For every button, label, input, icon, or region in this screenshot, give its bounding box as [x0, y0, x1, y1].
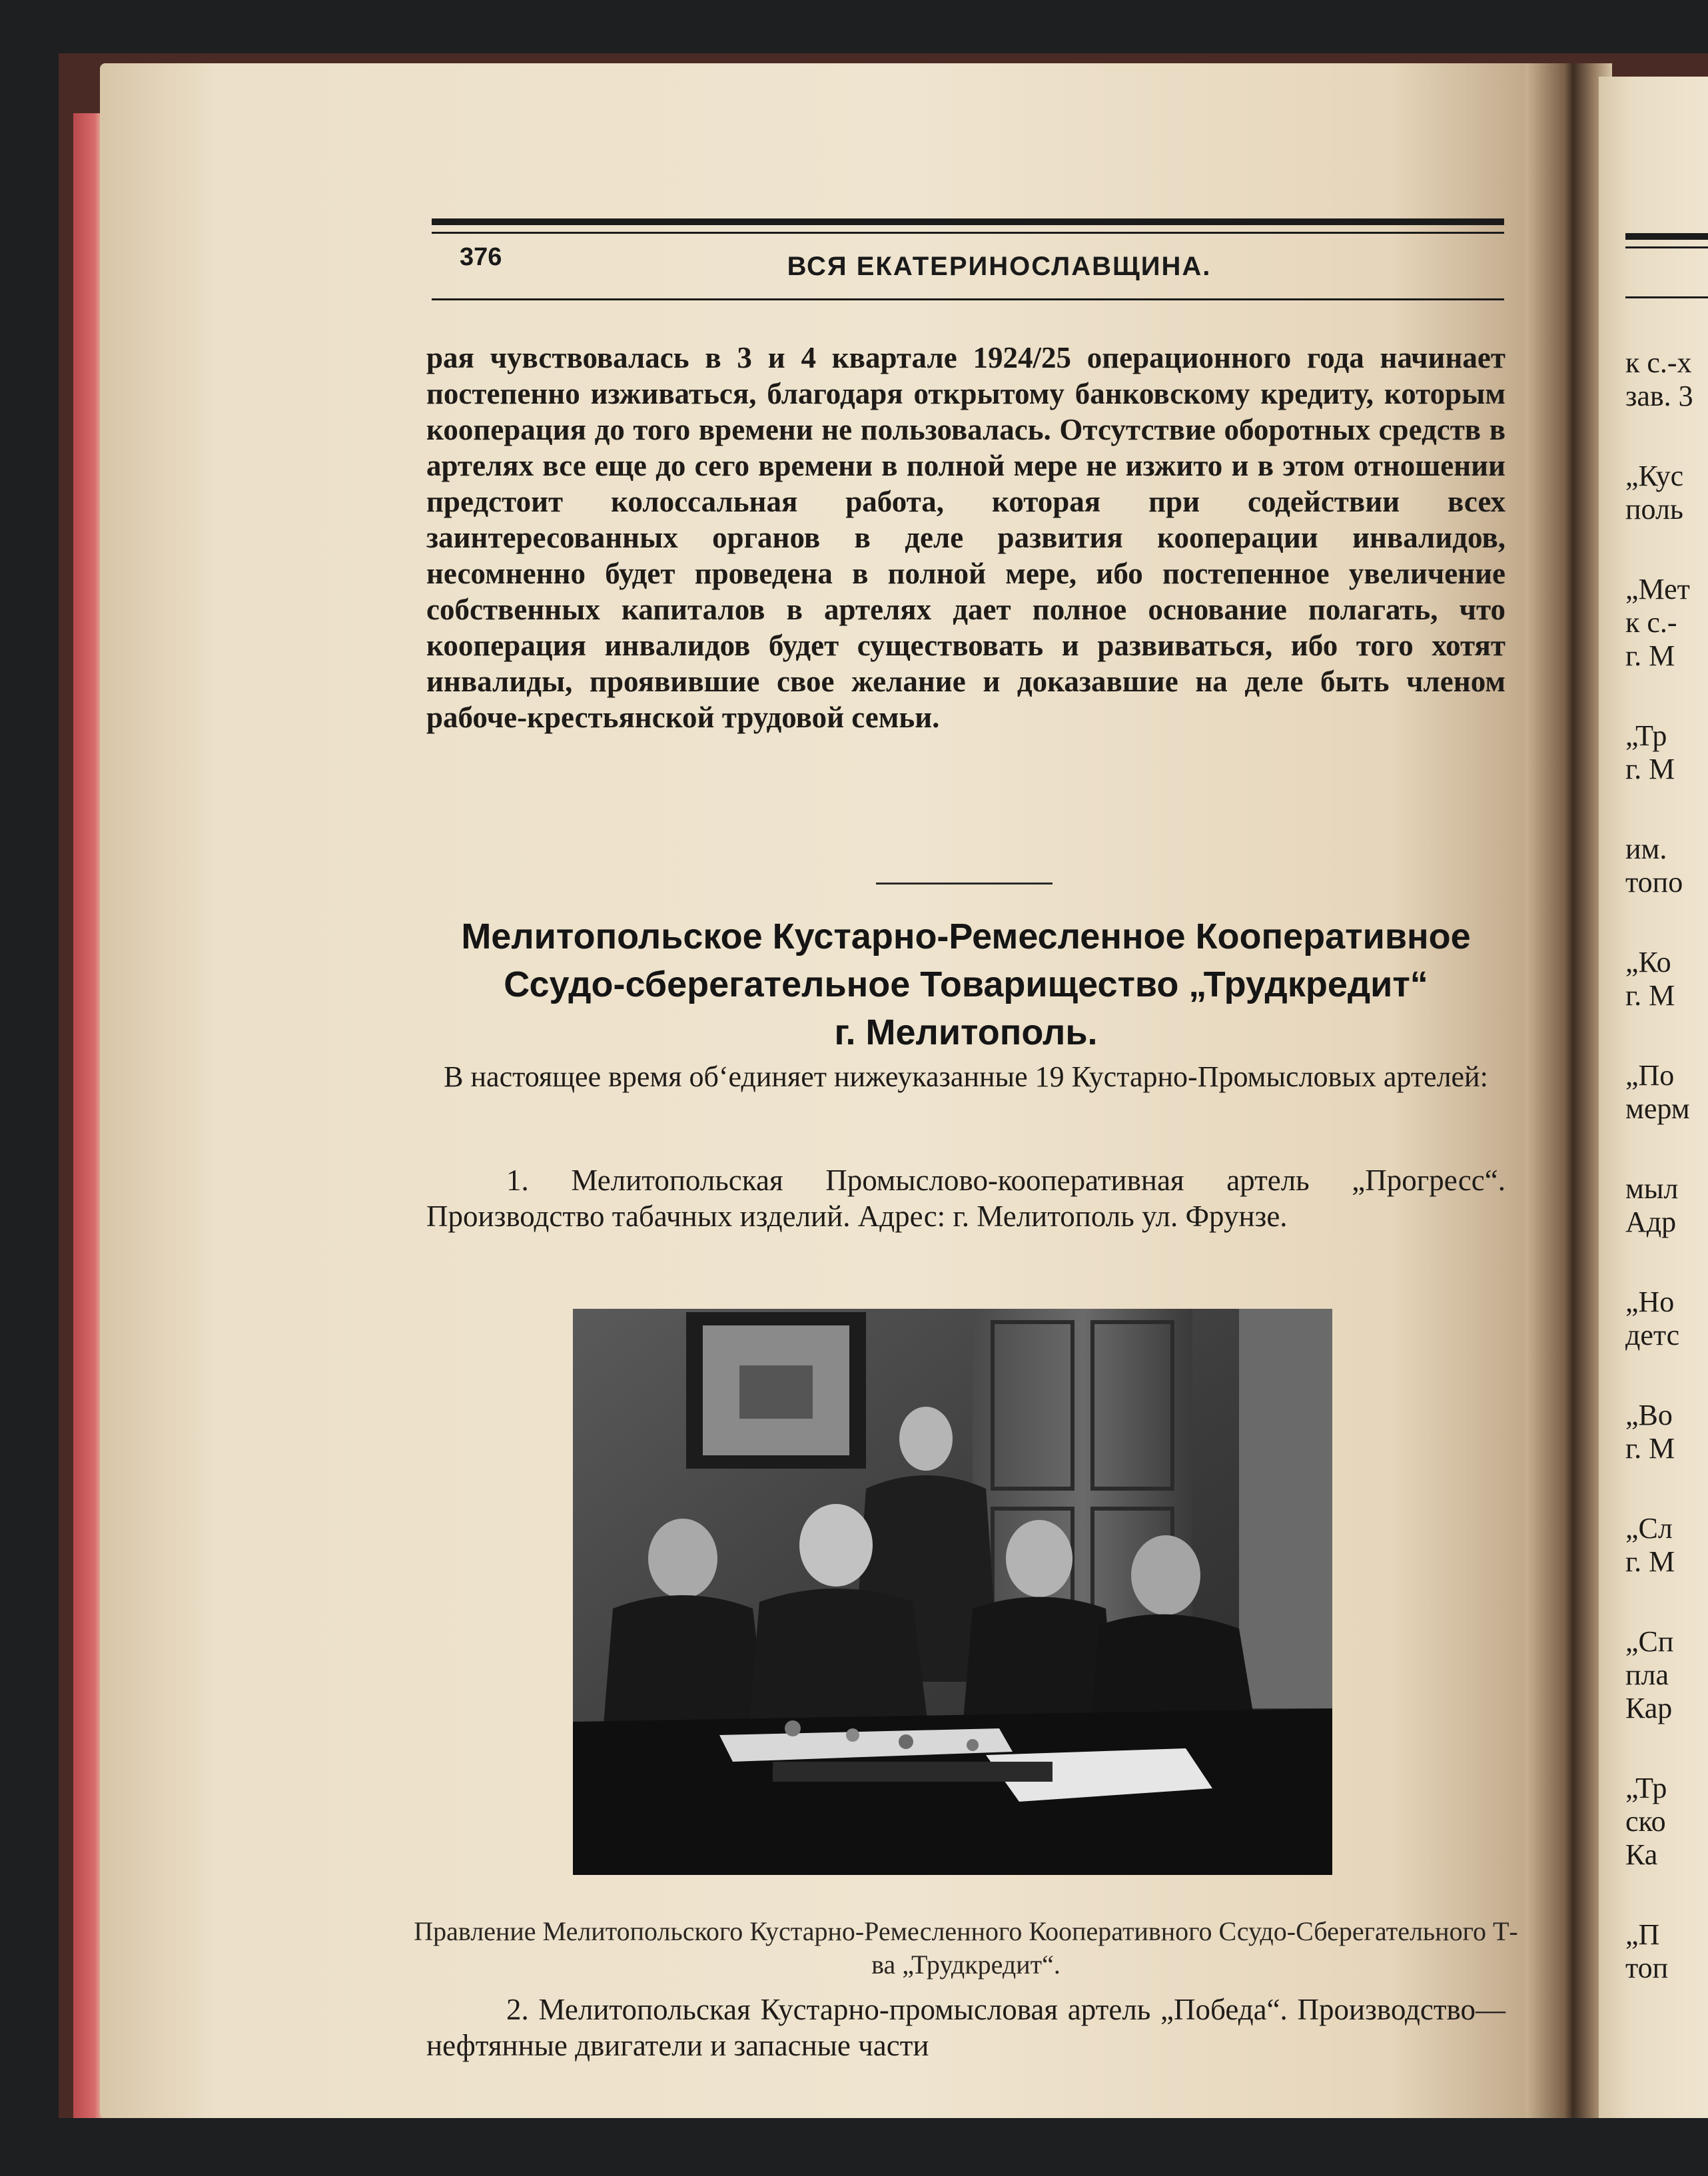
right-fragment: топо: [1625, 866, 1683, 899]
list-item-1-text: 1. Мелитопольская Промыслово-кооперативная артель „Прогресс“. Производство табачных изделий. Адрес: г. Мелитополь ул. Фрунзе.: [426, 1164, 1505, 1233]
section-title-line-3: г. Мелитополь.: [834, 1012, 1098, 1052]
right-fragment: „Кус: [1625, 460, 1684, 492]
right-fragment: Кар: [1625, 1692, 1673, 1724]
right-fragment: г. М: [1625, 1545, 1675, 1578]
header-rule-under: [432, 298, 1504, 300]
right-page-rule-thick: [1625, 233, 1708, 240]
right-page-text: [1625, 346, 1708, 1985]
header-rule-thin: [432, 232, 1504, 234]
right-fragment: г. М: [1625, 639, 1675, 672]
section-lead: В настоящее время об‘единяет нижеуказанные 19 Кустарно-Промысловых артелей:: [444, 1060, 1488, 1093]
photo-caption: Правление Мелитопольского Кустарно-Ремесленного Кооперативного Ссудо-Сберегательного Т-ва „Трудкредит“.: [414, 1916, 1518, 1980]
right-fragment: „Ко: [1625, 946, 1671, 978]
right-fragment: г. М: [1625, 1432, 1675, 1465]
section-divider: [876, 883, 1053, 885]
right-fragment: „П: [1625, 1918, 1660, 1951]
section-title-line-1: Мелитопольское Кустарно-Ремесленное Кооперативное: [461, 916, 1471, 956]
section-title: [413, 912, 1519, 1056]
right-fragment: к с.-: [1625, 606, 1677, 639]
running-head: ВСЯ ЕКАТЕРИНОСЛАВЩИНА.: [787, 252, 1212, 281]
right-fragment: Адр: [1625, 1206, 1677, 1238]
list-item-1: [426, 1162, 1505, 1234]
right-fragment: поль: [1625, 493, 1683, 526]
right-page-rule-thin: [1625, 246, 1708, 248]
header-rule-thick: [432, 218, 1504, 225]
right-fragment: топ: [1625, 1952, 1669, 1984]
list-item-2-text: 2. Мелитопольская Кустарно-промысловая артель „Победа“. Производство—нефтянные двигатели и запасные части: [426, 1993, 1505, 2062]
right-fragment: „Сл: [1625, 1512, 1673, 1545]
right-fragment: „Мет: [1625, 573, 1690, 605]
right-fragment: ско: [1625, 1805, 1666, 1838]
right-page-rule-under: [1625, 296, 1708, 298]
right-fragment: „Но: [1625, 1285, 1675, 1318]
right-fragment: к с.-х: [1625, 346, 1692, 379]
section-title-line-2: Ссудо-сберегательное Товарищество „Трудкредит“: [504, 964, 1428, 1004]
right-fragment: г. М: [1625, 753, 1675, 785]
right-fragment: детс: [1625, 1319, 1680, 1351]
right-fragment: „Тр: [1625, 719, 1667, 752]
list-item-2: [426, 1992, 1505, 2063]
intro-paragraph: рая чувствовалась в 3 и 4 квартале 1924/25 операционного года начинает постепенно изживаться, благодаря открытому банковскому кредиту, которым кооперация до того времени не пользовалась. Отсутствие оборотных средств в артелях все еще до сего времени в полной мере не изжито и в этом отношении предстоит колоссальная работа, которая при содействии всех заинтересованных органов в деле развития кооперации инвалидов, несомненно будет проведена в полной мере, ибо постепенное увеличение собственных капиталов в артелях дает полное основание полагать, что кооперация инвалидов будет существовать и развиваться, ибо того хотят инвалиды, проявившие свое желание и доказавшие на деле быть членом рабоче-крестьянской трудовой семьи.: [426, 341, 1505, 734]
right-fragment: мыл: [1625, 1172, 1679, 1205]
right-fragment: „По: [1625, 1059, 1675, 1092]
right-fragment: г. М: [1625, 979, 1675, 1012]
right-fragment: „Сп: [1625, 1625, 1674, 1658]
right-fragment: им.: [1625, 833, 1667, 865]
right-fragment: „Тр: [1625, 1772, 1667, 1804]
page-number: 376: [460, 243, 502, 271]
right-fragment: пла: [1625, 1658, 1669, 1691]
right-fragment: „Во: [1625, 1399, 1673, 1431]
right-fragment: Ка: [1625, 1838, 1658, 1871]
right-fragment: мерм: [1625, 1092, 1690, 1125]
right-fragment: зав. 3: [1625, 380, 1693, 412]
board-photo: [573, 1309, 1332, 1875]
